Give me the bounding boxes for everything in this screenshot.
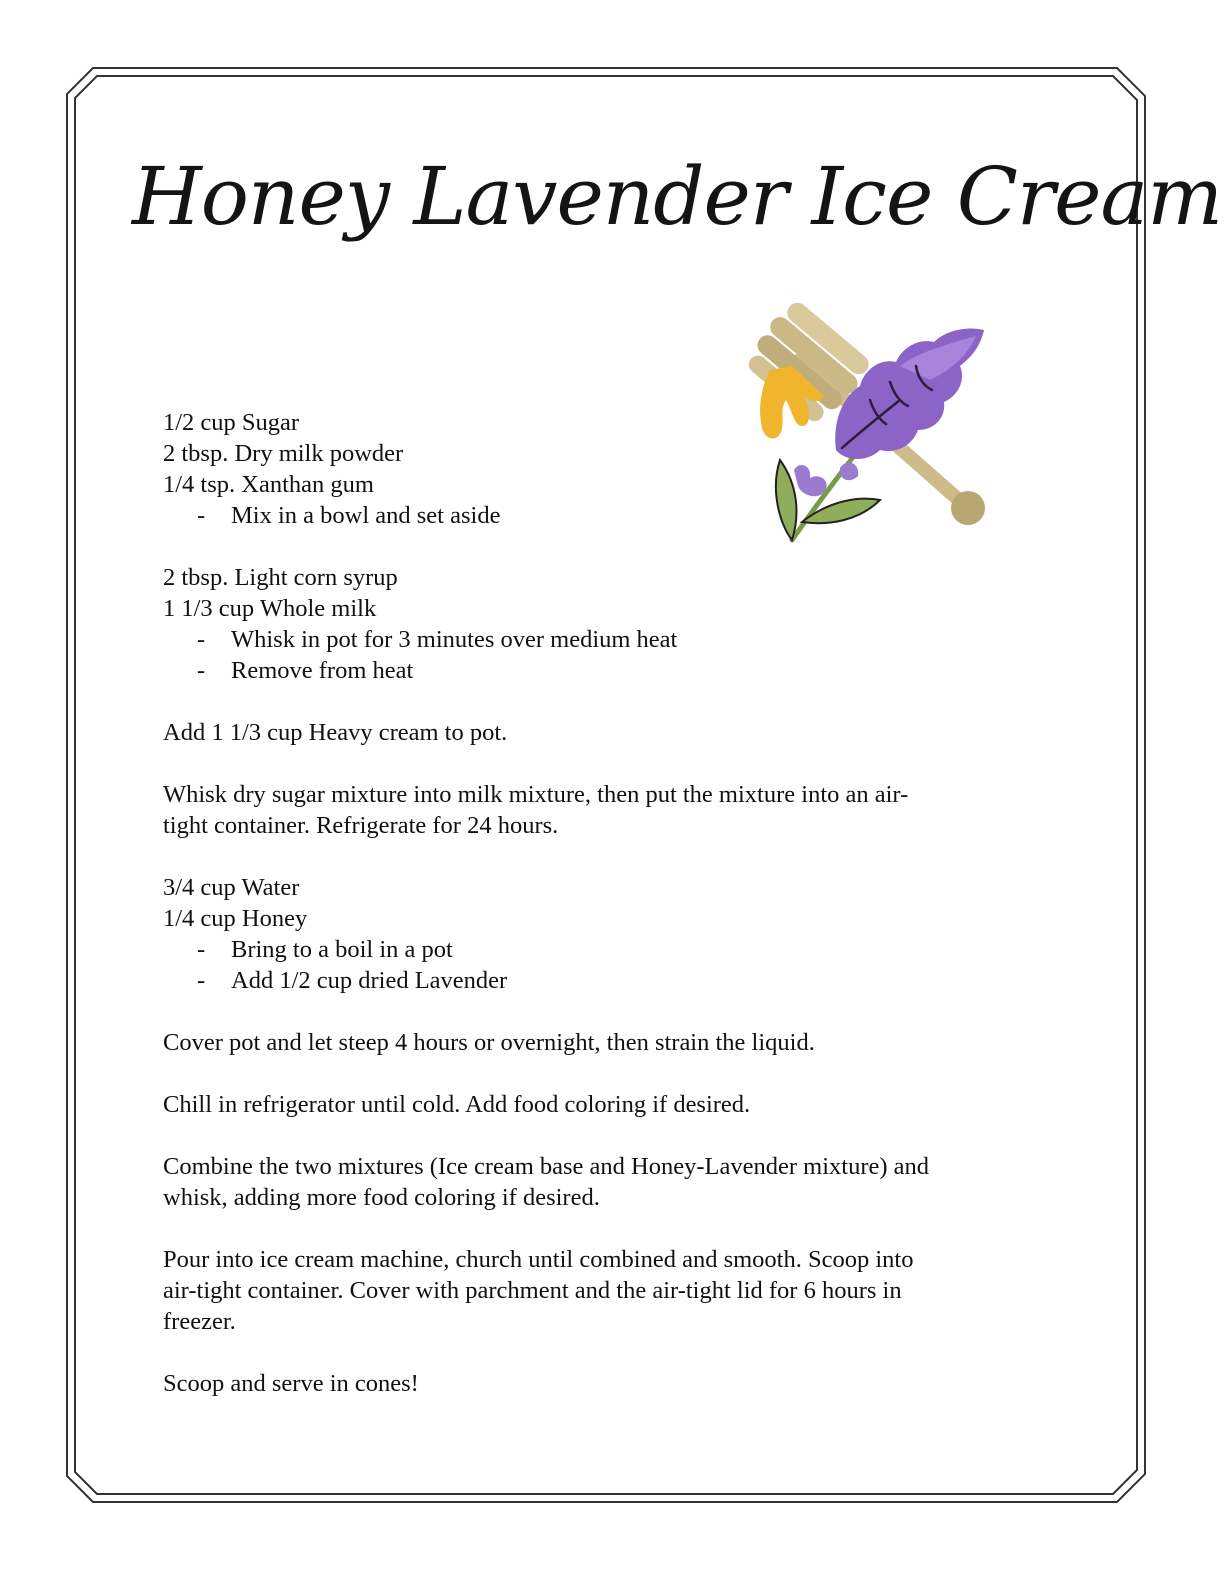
recipe-section xyxy=(163,1151,1058,1213)
recipe-line: Pour into ice cream machine, church until combined and smooth. Scoop into xyxy=(163,1246,914,1273)
recipe-section xyxy=(163,779,1058,841)
dash-bullet-icon: - xyxy=(197,502,206,529)
recipe-line: freezer. xyxy=(163,1308,236,1335)
recipe-line: 2 tbsp. Light corn syrup xyxy=(163,564,398,591)
recipe-line: 3/4 cup Water xyxy=(163,874,300,901)
recipe-step-bullet xyxy=(163,500,1058,531)
recipe-line: Combine the two mixtures (Ice cream base and Honey-Lavender mixture) and xyxy=(163,1153,930,1180)
recipe-step-bullet xyxy=(163,965,1058,996)
recipe-step-text: Mix in a bowl and set aside xyxy=(231,502,501,529)
recipe-section xyxy=(163,1089,1058,1120)
dash-bullet-icon: - xyxy=(197,936,206,963)
recipe-line: whisk, adding more food coloring if desired. xyxy=(163,1184,600,1211)
recipe-step-bullet xyxy=(163,624,1058,655)
recipe-line: 1/2 cup Sugar xyxy=(163,409,300,436)
recipe-step-text: Remove from heat xyxy=(231,657,414,684)
recipe-section xyxy=(163,872,1058,996)
recipe-section xyxy=(163,1368,1058,1399)
recipe-line: Scoop and serve in cones! xyxy=(163,1370,419,1397)
recipe-section xyxy=(163,562,1058,686)
recipe-line: Add 1 1/3 cup Heavy cream to pot. xyxy=(163,719,508,746)
recipe-line: tight container. Refrigerate for 24 hours. xyxy=(163,812,559,839)
recipe-line: 1 1/3 cup Whole milk xyxy=(163,595,377,622)
recipe-step-text: Whisk in pot for 3 minutes over medium heat xyxy=(231,626,678,653)
recipe-section xyxy=(163,1244,1058,1337)
recipe-step-bullet xyxy=(163,934,1058,965)
recipe-section xyxy=(163,717,1058,748)
recipe-step-text: Bring to a boil in a pot xyxy=(231,936,453,963)
recipe-line: air-tight container. Cover with parchment and the air-tight lid for 6 hours in xyxy=(163,1277,902,1304)
recipe-section xyxy=(163,1027,1058,1058)
recipe-line: Whisk dry sugar mixture into milk mixture, then put the mixture into an air- xyxy=(163,781,909,808)
recipe-step-bullet xyxy=(163,655,1058,686)
recipe-section xyxy=(163,407,1058,531)
recipe-step-text: Add 1/2 cup dried Lavender xyxy=(231,967,508,994)
recipe-title: Honey Lavender Ice Cream xyxy=(132,150,1223,243)
dash-bullet-icon: - xyxy=(197,626,206,653)
recipe-body xyxy=(163,407,1058,1430)
recipe-line: 2 tbsp. Dry milk powder xyxy=(163,440,404,467)
dash-bullet-icon: - xyxy=(197,657,206,684)
recipe-line: Cover pot and let steep 4 hours or overnight, then strain the liquid. xyxy=(163,1029,815,1056)
recipe-line: 1/4 cup Honey xyxy=(163,905,308,932)
recipe-line: Chill in refrigerator until cold. Add food coloring if desired. xyxy=(163,1091,751,1118)
recipe-line: 1/4 tsp. Xanthan gum xyxy=(163,471,374,498)
dash-bullet-icon: - xyxy=(197,967,206,994)
